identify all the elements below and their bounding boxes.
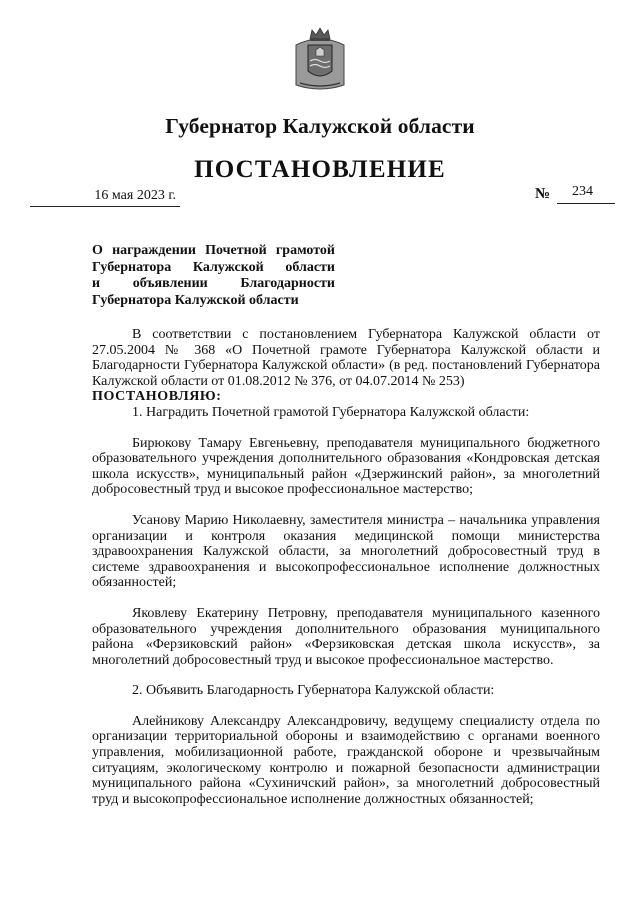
document-type: ПОСТАНОВЛЕНИЕ	[194, 156, 446, 183]
date-field	[30, 188, 180, 207]
preamble-paragraph: В соответствии с постановлением Губернатора Калужской области от 27.05.2004 № 368 «О Почетной грамоте Губернатора Калужской области и Благодарности Губернатора Калужской области» (в ред. постановлений Губернатора Калужской области от 01.08.2012 № 376, от 04.07.2014 № 253)	[92, 327, 600, 389]
subject-line: О награждении Почетной грамотой	[92, 243, 335, 258]
item-1-heading: 1. Наградить Почетной грамотой Губернатора Калужской области:	[132, 404, 530, 420]
award-paragraph-2: Усанову Марию Николаевну, заместителя министра – начальника управления организации и контроля оказания медицинской помощи министерства здравоохранения Калужской области, за многолетний добросовестный труд в системе здравоохранения и высокопрофессиональное исполнение должностных обязанностей;	[92, 512, 600, 591]
document-date: 16 мая 2023 г.	[94, 188, 176, 203]
decree-line	[92, 389, 600, 405]
subject-line: и объявлении Благодарности	[92, 276, 335, 291]
award-paragraph-3: Яковлеву Екатерину Петровну, преподавателя муниципального казенного образовательного учреждения дополнительного образования муниципального района «Ферзиковский район» «Ферзиковская детская школа искусств», за многолетний добросовестный труд и высокое профессиональное мастерство.	[92, 605, 600, 668]
coat-of-arms-icon	[292, 27, 348, 93]
authority-title: Губернатор Калужской области	[165, 114, 475, 138]
decree-word: ПОСТАНОВЛЯЮ:	[92, 389, 222, 405]
document-body	[92, 327, 600, 807]
document-number: 234	[572, 184, 593, 199]
thanks-paragraph-1: Алейникову Александру Александровичу, ведущему специалисту отдела по организации территориальной обороны и взаимодействию с органами военного управления, мобилизационной работе, гражданской обороне и чрезвычайным ситуациям, экологическому контролю и пожарной безопасности администрации муниципального района «Сухиничский район», за многолетний добросовестный труд и высокопрофессиональное исполнение должностных обязанностей;	[92, 713, 600, 807]
subject-line: Губернатора Калужской области	[92, 292, 299, 308]
number-label: №	[535, 186, 551, 202]
award-paragraph-1: Бирюкову Тамару Евгеньевну, преподавателя муниципального бюджетного образовательного учреждения дополнительного образования «Кондровская детская школа искусств», муниципальный район «Дзержинский район», за многолетний добросовестный труд и высокое профессиональное мастерство;	[92, 435, 600, 498]
document-subject	[92, 243, 335, 309]
item-2-heading: 2. Объявить Благодарность Губернатора Калужской области:	[132, 683, 495, 699]
number-field	[557, 184, 615, 204]
subject-line: Губернатора Калужской области	[92, 259, 335, 275]
